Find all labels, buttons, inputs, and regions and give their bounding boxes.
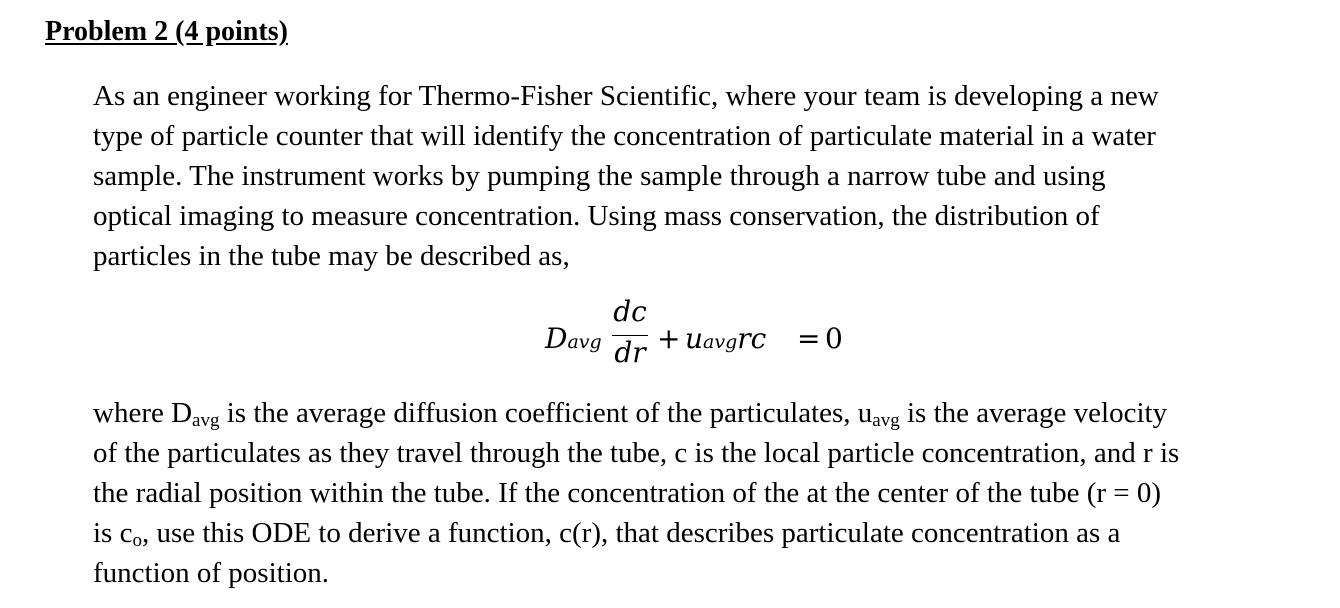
eq-u-term: uavgrc: [685, 322, 767, 355]
problem-heading: Problem 2 (4 points): [45, 16, 288, 47]
eq-equals: =: [797, 322, 821, 355]
eq-fraction-denominator: dr: [614, 336, 646, 369]
eq-zero: 0: [825, 322, 843, 355]
intro-line-1: As an engineer working for Thermo-Fisher Scientific, where your team is developing a new: [93, 80, 1159, 112]
d-avg-subscript: avg: [192, 410, 220, 431]
eq-d-symbol: Davg: [545, 322, 602, 355]
eq-d-subscript: avg: [567, 331, 602, 353]
after-line-5: function of position.: [93, 557, 330, 589]
eq-u-subscript: avg: [703, 331, 738, 353]
problem-intro-paragraph: [93, 76, 1308, 276]
intro-line-3: sample. The instrument works by pumping the sample through a narrow tube and using: [93, 160, 1106, 192]
intro-line-4: optical imaging to measure concentration. Using mass conservation, the distribution of: [93, 200, 1100, 232]
after-line-2: of the particulates as they travel through the tube, c is the local particle concentration, and r is: [93, 437, 1180, 469]
problem-explanation-paragraph: [93, 393, 1308, 593]
after-line-4: is $c_o$, use this ODE to derive a function, c(r), that describes particulate concentration as a: [93, 517, 1121, 551]
after-line-3: the radial position within the tube. If the concentration of the at the center of the tube (r = 0): [93, 477, 1162, 509]
eq-plus: +: [657, 322, 681, 355]
c-o-subscript: o: [132, 530, 142, 551]
intro-line-2: type of particle counter that will identify the concentration of particulate material in a water: [93, 120, 1156, 152]
u-avg-subscript: avg: [872, 410, 900, 431]
eq-fraction-numerator: dc: [613, 295, 647, 328]
intro-line-5: particles in the tube may be described as,: [93, 240, 570, 272]
after-line-1: where $D_{avg}$ is the average diffusion coefficient of the particulates, $u_{avg}$ is the average velocity: [93, 397, 1168, 431]
